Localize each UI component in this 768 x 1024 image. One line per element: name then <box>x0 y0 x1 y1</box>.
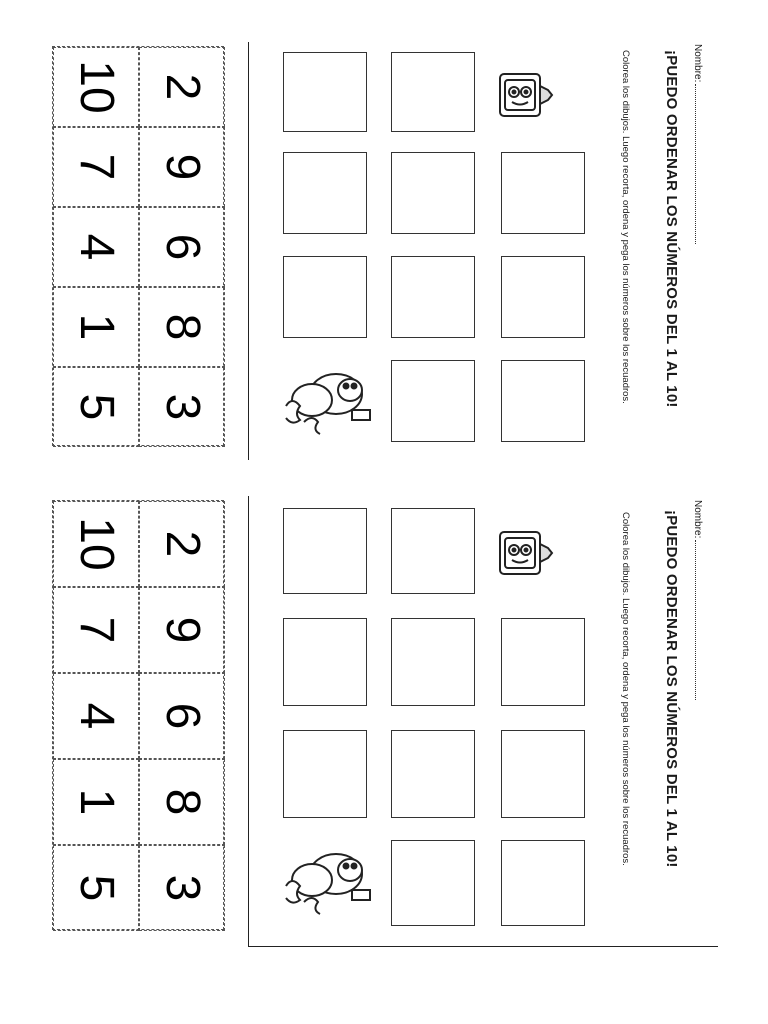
bottom-rule <box>248 946 718 947</box>
number-value: 5 <box>70 874 123 902</box>
answer-box[interactable] <box>391 360 475 442</box>
number-value: 5 <box>70 393 123 421</box>
answer-box[interactable] <box>283 618 367 706</box>
number-value: 6 <box>156 233 209 261</box>
name-line[interactable] <box>695 84 704 244</box>
number-value: 1 <box>70 313 123 341</box>
number-value: 8 <box>156 313 209 341</box>
answer-box[interactable] <box>391 256 475 338</box>
name-label: Nombre: <box>692 44 703 83</box>
number-value: 10 <box>70 60 123 114</box>
answer-box[interactable] <box>501 360 585 442</box>
answer-box[interactable] <box>391 52 475 132</box>
number-value: 2 <box>156 73 209 101</box>
number-value: 3 <box>156 393 209 421</box>
number-card[interactable] <box>53 759 139 845</box>
number-value: 6 <box>156 702 209 730</box>
number-card[interactable] <box>53 845 139 931</box>
number-card[interactable] <box>53 207 139 287</box>
number-strip <box>52 500 224 930</box>
glue-bottle-icon <box>496 522 556 582</box>
number-value: 10 <box>70 517 123 571</box>
worksheet-instructions: Colorea los dibujos. Luego recorta, ordena y pega los números sobre los recuadros. <box>620 512 631 866</box>
name-field <box>692 44 704 244</box>
number-card[interactable] <box>53 367 139 447</box>
answer-box[interactable] <box>283 256 367 338</box>
glue-bottle-icon <box>496 64 556 124</box>
answer-box[interactable] <box>501 256 585 338</box>
answer-box[interactable] <box>283 730 367 818</box>
hippo-with-numbers-icon <box>278 366 374 438</box>
answer-box[interactable] <box>501 730 585 818</box>
number-card[interactable] <box>139 845 225 931</box>
number-card[interactable] <box>139 367 225 447</box>
number-value: 9 <box>156 153 209 181</box>
answer-box[interactable] <box>501 152 585 234</box>
worksheet-title: ¡PUEDO ORDENAR LOS NÚMEROS DEL 1 AL 10! <box>663 510 680 868</box>
number-value: 9 <box>156 616 209 644</box>
cut-line <box>248 42 249 460</box>
name-line[interactable] <box>695 540 704 700</box>
number-card[interactable] <box>139 127 225 207</box>
number-strip <box>52 46 224 446</box>
answer-box[interactable] <box>283 152 367 234</box>
worksheet-instructions: Colorea los dibujos. Luego recorta, ordena y pega los números sobre los recuadros. <box>620 50 631 404</box>
answer-box[interactable] <box>283 508 367 594</box>
name-field <box>692 500 704 700</box>
number-value: 2 <box>156 530 209 558</box>
answer-box[interactable] <box>391 730 475 818</box>
answer-box[interactable] <box>501 618 585 706</box>
number-value: 7 <box>70 616 123 644</box>
answer-box[interactable] <box>391 152 475 234</box>
number-card[interactable] <box>139 759 225 845</box>
number-value: 8 <box>156 788 209 816</box>
number-value: 3 <box>156 874 209 902</box>
number-card[interactable] <box>53 673 139 759</box>
number-card[interactable] <box>139 207 225 287</box>
number-card[interactable] <box>139 47 225 127</box>
number-value: 1 <box>70 788 123 816</box>
number-value: 4 <box>70 233 123 261</box>
answer-box[interactable] <box>501 840 585 926</box>
number-card[interactable] <box>53 587 139 673</box>
hippo-with-numbers-icon <box>278 846 374 918</box>
number-card[interactable] <box>53 287 139 367</box>
worksheet-title: ¡PUEDO ORDENAR LOS NÚMEROS DEL 1 AL 10! <box>663 50 680 408</box>
number-value: 7 <box>70 153 123 181</box>
number-card[interactable] <box>53 127 139 207</box>
name-label: Nombre: <box>692 500 703 539</box>
cut-line <box>248 496 249 946</box>
answer-box[interactable] <box>391 508 475 594</box>
answer-box[interactable] <box>391 840 475 926</box>
number-card[interactable] <box>139 673 225 759</box>
number-value: 4 <box>70 702 123 730</box>
number-card[interactable] <box>139 587 225 673</box>
number-card[interactable] <box>53 47 139 127</box>
number-card[interactable] <box>53 501 139 587</box>
number-card[interactable] <box>139 501 225 587</box>
answer-box[interactable] <box>283 52 367 132</box>
answer-box[interactable] <box>391 618 475 706</box>
number-card[interactable] <box>139 287 225 367</box>
